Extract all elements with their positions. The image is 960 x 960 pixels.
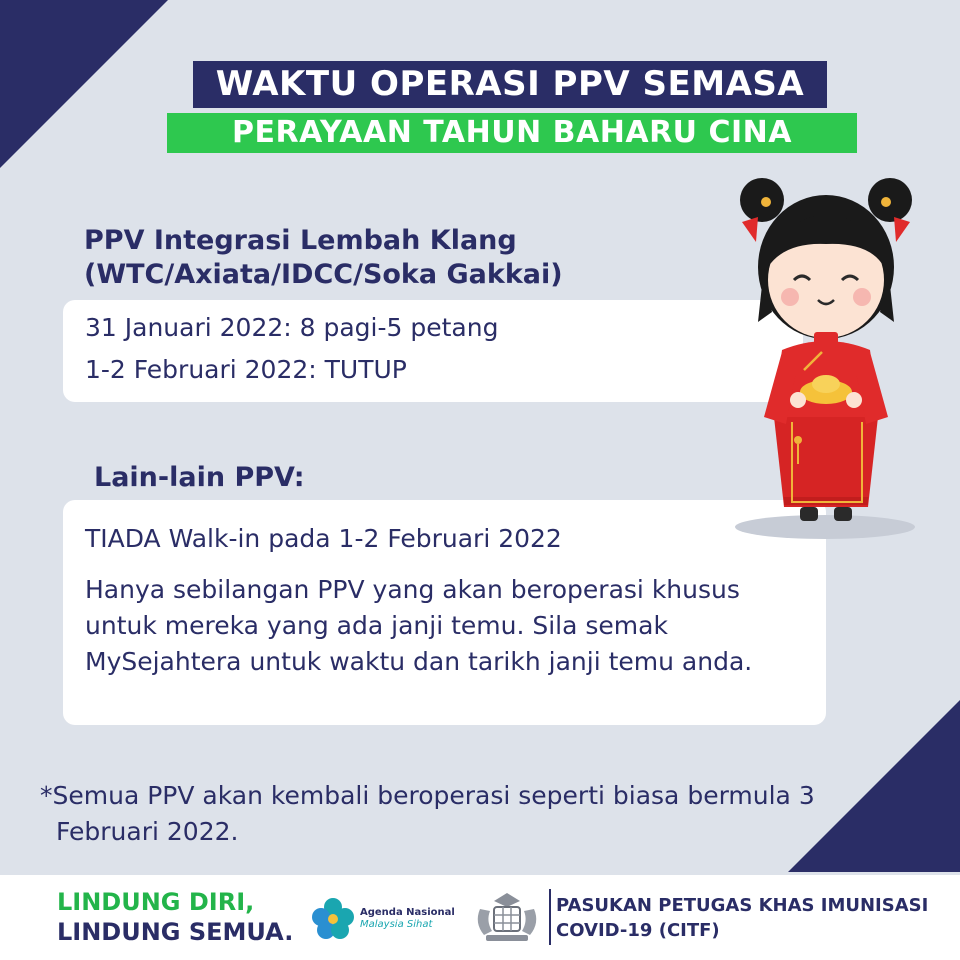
section2-card — [63, 500, 826, 725]
girl-illustration — [730, 172, 930, 552]
agenda-subtitle: Malaysia Sihat — [360, 919, 433, 930]
agenda-title: Agenda Nasional — [360, 907, 455, 918]
schedule-line: 31 Januari 2022: 8 pagi-5 petang — [85, 313, 499, 342]
section1-card — [63, 300, 803, 402]
slogan-line-1: LINDUNG DIRI, — [57, 888, 255, 916]
section1-heading — [84, 224, 563, 292]
title-line-2: PERAYAAN TAHUN BAHARU CINA — [167, 113, 857, 153]
citf-line-2: COVID-19 (CITF) — [556, 920, 720, 941]
slogan — [57, 887, 293, 947]
citf-line-1: PASUKAN PETUGAS KHAS IMUNISASI — [556, 895, 929, 916]
walkin-notice: TIADA Walk-in pada 1-2 Februari 2022 — [85, 524, 562, 553]
appointment-paragraph: Hanya sebilangan PPV yang akan beroperasi khusus untuk mereka yang ada janji temu. Sila semak MySejahtera untuk waktu dan tarikh janji temu anda. — [85, 575, 753, 676]
slogan-line-2: LINDUNG SEMUA. — [57, 918, 294, 946]
malaysia-crest-icon — [472, 889, 542, 947]
corner-decoration-top-left — [0, 0, 168, 168]
citf-name — [556, 893, 928, 943]
section1-heading-line2: (WTC/Axiata/IDCC/Soka Gakkai) — [84, 259, 563, 290]
section1-heading-line1: PPV Integrasi Lembah Klang — [84, 225, 517, 256]
section2-heading: Lain-lain PPV: — [94, 462, 305, 493]
title-line-1: WAKTU OPERASI PPV SEMASA — [193, 61, 827, 108]
footer — [0, 875, 960, 960]
footnote: *Semua PPV akan kembali beroperasi seperti biasa bermula 3 Februari 2022. — [40, 781, 815, 846]
footer-divider — [549, 889, 551, 945]
schedule-line: 1-2 Februari 2022: TUTUP — [85, 355, 407, 384]
agenda-nasional-logo — [308, 893, 458, 943]
agenda-flower-icon — [308, 893, 358, 943]
